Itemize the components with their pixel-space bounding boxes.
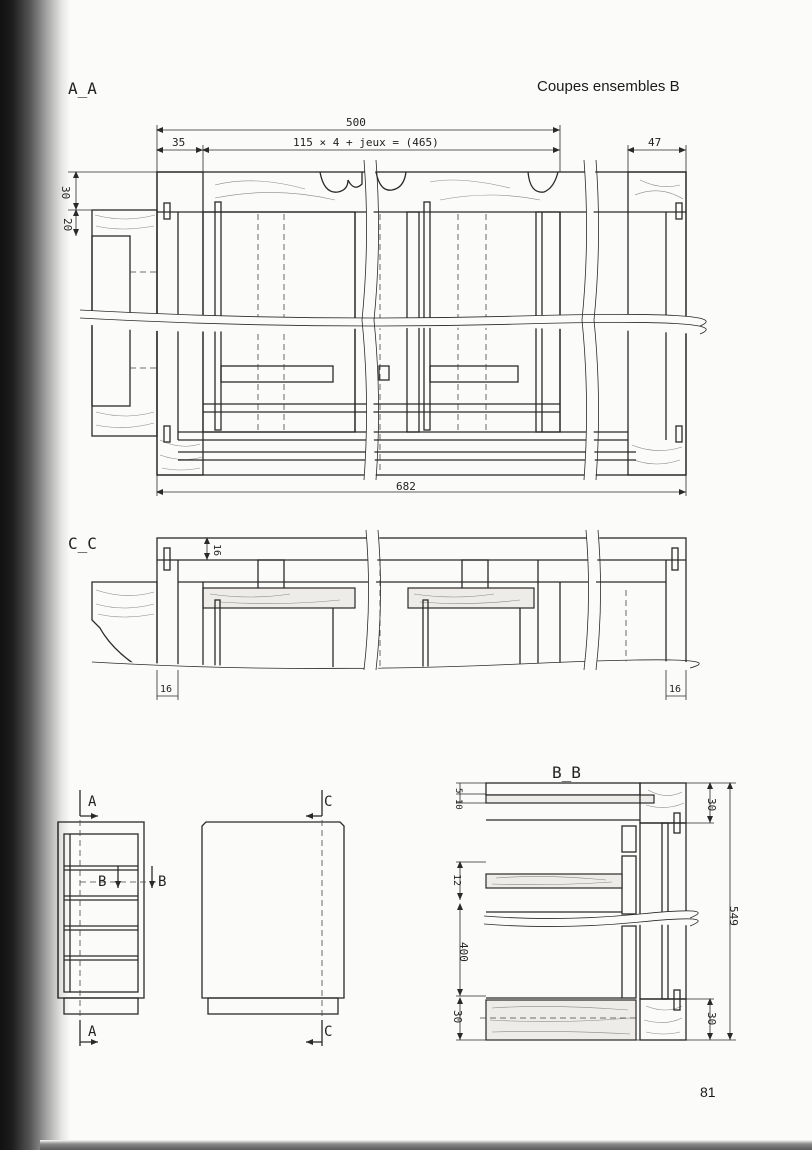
dim-cc-top: 16 xyxy=(211,544,222,557)
dim-bb-top-block: 30 xyxy=(705,798,718,812)
dim-bb-base-left: 30 xyxy=(451,1010,464,1024)
front-view xyxy=(58,790,166,1046)
dim-rail-height: 20 xyxy=(61,218,74,232)
dim-bb-overall-height: 549 xyxy=(727,906,740,926)
dim-bb-runner: 12 xyxy=(451,874,462,887)
cut-b-left: B xyxy=(98,874,107,890)
dim-bb-top-detail: 5 10 xyxy=(453,788,463,810)
section-bb xyxy=(451,763,740,1040)
dim-left-offset: 35 xyxy=(172,136,186,149)
dim-overall-top: 500 xyxy=(346,116,366,129)
section-bb-label: B_B xyxy=(552,763,581,782)
dim-right-depth: 47 xyxy=(648,136,662,149)
section-cc xyxy=(68,530,706,700)
cut-b-right: B xyxy=(158,874,167,890)
cut-a-top: A xyxy=(88,794,97,810)
cut-c-bottom: C xyxy=(324,1024,333,1040)
dim-cc-right: 16 xyxy=(669,684,682,695)
dim-drawers-formula: 115 × 4 + jeux = (465) xyxy=(293,136,439,149)
side-view xyxy=(202,790,344,1046)
cut-c-top: C xyxy=(324,794,333,810)
dim-bb-base-right: 30 xyxy=(705,1012,718,1026)
page-number: 81 xyxy=(700,1084,716,1100)
dim-cc-left: 16 xyxy=(160,684,173,695)
cut-a-bottom: A xyxy=(88,1024,97,1040)
section-cc-label: C_C xyxy=(68,534,97,553)
section-aa xyxy=(59,79,706,496)
section-aa-label: A_A xyxy=(68,79,97,98)
page-title: Coupes ensembles B xyxy=(537,78,680,95)
dim-bb-drawer-space: 400 xyxy=(457,942,470,962)
dim-top-thickness: 30 xyxy=(59,186,72,200)
dim-overall-width: 682 xyxy=(396,480,416,493)
